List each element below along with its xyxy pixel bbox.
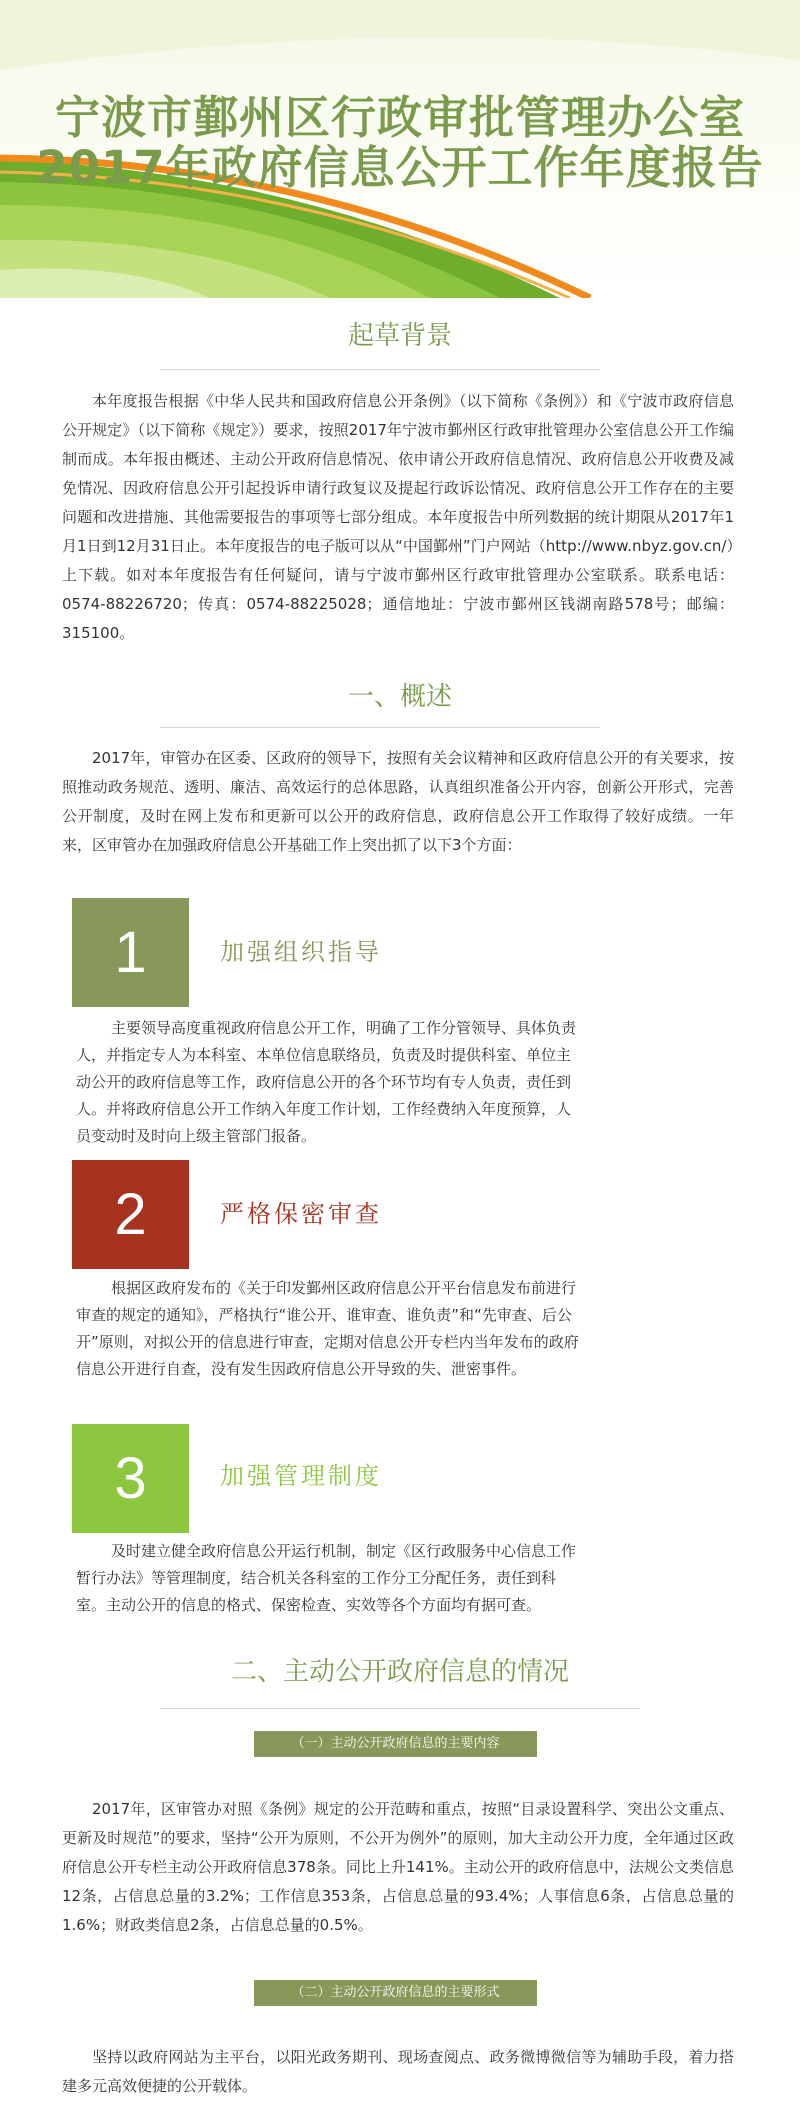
item-2-title: 严格保密审查 bbox=[220, 1200, 382, 1228]
item-1-title: 加强组织指导 bbox=[220, 938, 382, 966]
subsection-1-text: 2017年，区审管办对照《条例》规定的公开范畴和重点，按照“目录设置科学、突出公文重点、更新及时规范”的要求，坚持“公开为原则，不公开为例外”的原则，加大主动公开力度，全年通过区政府信息公开专栏主动公开政府信息378条。同比上升141%。主动公开的政府信息中，法规公文类信息12条，占信息总量的3.2%；工作信息353条，占信息总量的93.4%；人事信息6条，占信息总量的1.6%；财政类信息2条，占信息总量的0.5%。 bbox=[62, 1800, 734, 1934]
section-divider bbox=[160, 727, 600, 728]
section-divider bbox=[160, 1708, 640, 1709]
subsection-2-text: 坚持以政府网站为主平台，以阳光政务期刊、现场查阅点、政务微博微信等为辅助手段，着力搭建多元高效便捷的公开载体。 bbox=[62, 2048, 734, 2095]
item-1-number-box: 1 bbox=[72, 898, 189, 1007]
overview-text: 2017年，审管办在区委、区政府的领导下，按照有关会议精神和区政府信息公开的有关要求，按照推动政务规范、透明、廉洁、高效运行的总体思路，认真组织准备公开内容，创新公开形式，完善公开制度，及时在网上发布和更新可以公开的政府信息，政府信息公开工作取得了较好成绩。一年来，区审管办在加强政府信息公开基础工作上突出抓了以下3个方面： bbox=[62, 749, 734, 854]
active-disclosure-heading: 二、主动公开政府信息的情况 bbox=[230, 1657, 569, 1687]
header-banner bbox=[0, 0, 800, 298]
item-1-text: 主要领导高度重视政府信息公开工作，明确了工作分管领导、具体负责人，并指定专人为本科室、本单位信息联络员，负责及时提供科室、单位主动公开的政府信息等工作，政府信息公开的各个环节均有专人负责，责任到人。并将政府信息公开工作纳入年度工作计划，工作经费纳入年度预算，人员变动时及时向上级主管部门报备。 bbox=[76, 1019, 577, 1145]
drafting-background-heading: 起草背景 bbox=[347, 321, 452, 351]
overview-heading: 一、概述 bbox=[347, 682, 452, 712]
subsection-2-label: （二）主动公开政府信息的主要形式 bbox=[254, 1980, 537, 2006]
drafting-background-text: 本年度报告根据《中华人民共和国政府信息公开条例》（以下简称《条例》）和《宁波市政府信息公开规定》（以下简称《规定》）要求，按照2017年宁波市鄞州区行政审批管理办公室信息公开工作编制而成。本年报由概述、主动公开政府信息情况、依申请公开政府信息情况、政府信息公开收费及减免情况、因政府信息公开引起投诉申请行政复议及提起行政诉讼情况、政府信息公开工作存在的主要问题和改进措施、其他需要报告的事项等七部分组成。本年度报告中所列数据的统计期限从2017年1月1日到12月31日止。本年度报告的电子版可以从“中国鄞州”门户网站（http://www.nbyz.gov.cn/）上下载。如对本年度报告有任何疑问，请与宁波市鄞州区行政审批管理办公室联系。联系电话：0574-88226720；传真：0574-88225028；通信地址：宁波市鄞州区钱湖南路578号；邮编：315100。 bbox=[62, 392, 734, 642]
report-title-line2: 2017年政府信息公开工作年度报告 bbox=[36, 141, 764, 194]
item-3-text: 及时建立健全政府信息公开运行机制，制定《区行政服务中心信息工作暂行办法》等管理制度，结合机关各科室的工作分工分配任务，责任到科室。主动公开的信息的格式、保密检查、实效等各个方面均有据可查。 bbox=[76, 1542, 577, 1614]
item-2-text: 根据区政府发布的《关于印发鄞州区政府信息公开平台信息发布前进行审查的规定的通知》，严格执行“谁公开、谁审查、谁负责”和“先审查、后公开”原则，对拟公开的信息进行审查，定期对信息公开专栏内当年发布的政府信息公开进行自查，没有发生因政府信息公开导致的失、泄密事件。 bbox=[76, 1279, 579, 1378]
subsection-1-label: （一）主动公开政府信息的主要内容 bbox=[254, 1731, 537, 1757]
section-divider bbox=[160, 369, 600, 370]
item-3-title: 加强管理制度 bbox=[220, 1462, 382, 1490]
item-3-number-box: 3 bbox=[72, 1424, 189, 1533]
item-2-number-box: 2 bbox=[72, 1160, 189, 1269]
report-title-line1: 宁波市鄞州区行政审批管理办公室 bbox=[54, 91, 745, 144]
